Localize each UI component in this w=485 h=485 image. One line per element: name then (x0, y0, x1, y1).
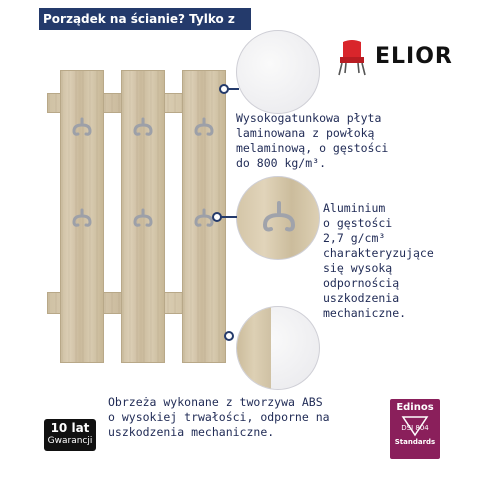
connector-dot (219, 84, 229, 94)
edinos-certificate-badge (390, 399, 440, 459)
double-hook-icon (259, 199, 299, 239)
edges-description: Obrzeża wykonane z tworzywa ABS o wysokiej trwałości, odporne na uszkodzenia mechaniczne. (108, 395, 330, 439)
connector-dot (212, 212, 222, 222)
hook-icon (191, 117, 217, 139)
hook-icon (69, 117, 95, 139)
warranty-badge (44, 419, 96, 451)
header-banner: Porządek na ścianie? Tylko z Ursą! (39, 8, 251, 30)
aluminium-description: Aluminium o gęstości 2,7 g/cm³ charakteryzujące się wysoką odpornością uszkodzenia mechaniczne. (323, 201, 434, 320)
hook-icon (130, 208, 156, 230)
chair-logo-icon (334, 38, 370, 78)
brand-name: ELIOR (375, 44, 453, 69)
hook-icon (130, 117, 156, 139)
edinos-mark: DSI 804 (401, 424, 429, 432)
hook-icon (69, 208, 95, 230)
warranty-years: 10 lat (50, 421, 90, 435)
edinos-name: Edinos (396, 402, 434, 413)
board-detail-circle (236, 30, 320, 114)
edge-wood-sample (237, 307, 271, 390)
edge-detail-circle (236, 306, 320, 390)
connector-dot (224, 331, 234, 341)
board-description: Wysokogatunkowa płyta laminowana z powłoką melaminową, o gęstości do 800 kg/m³. (236, 111, 389, 170)
edinos-sub: Standards (394, 438, 436, 446)
warranty-label: Gwarancji (47, 436, 93, 446)
hook-detail-circle (236, 176, 320, 260)
